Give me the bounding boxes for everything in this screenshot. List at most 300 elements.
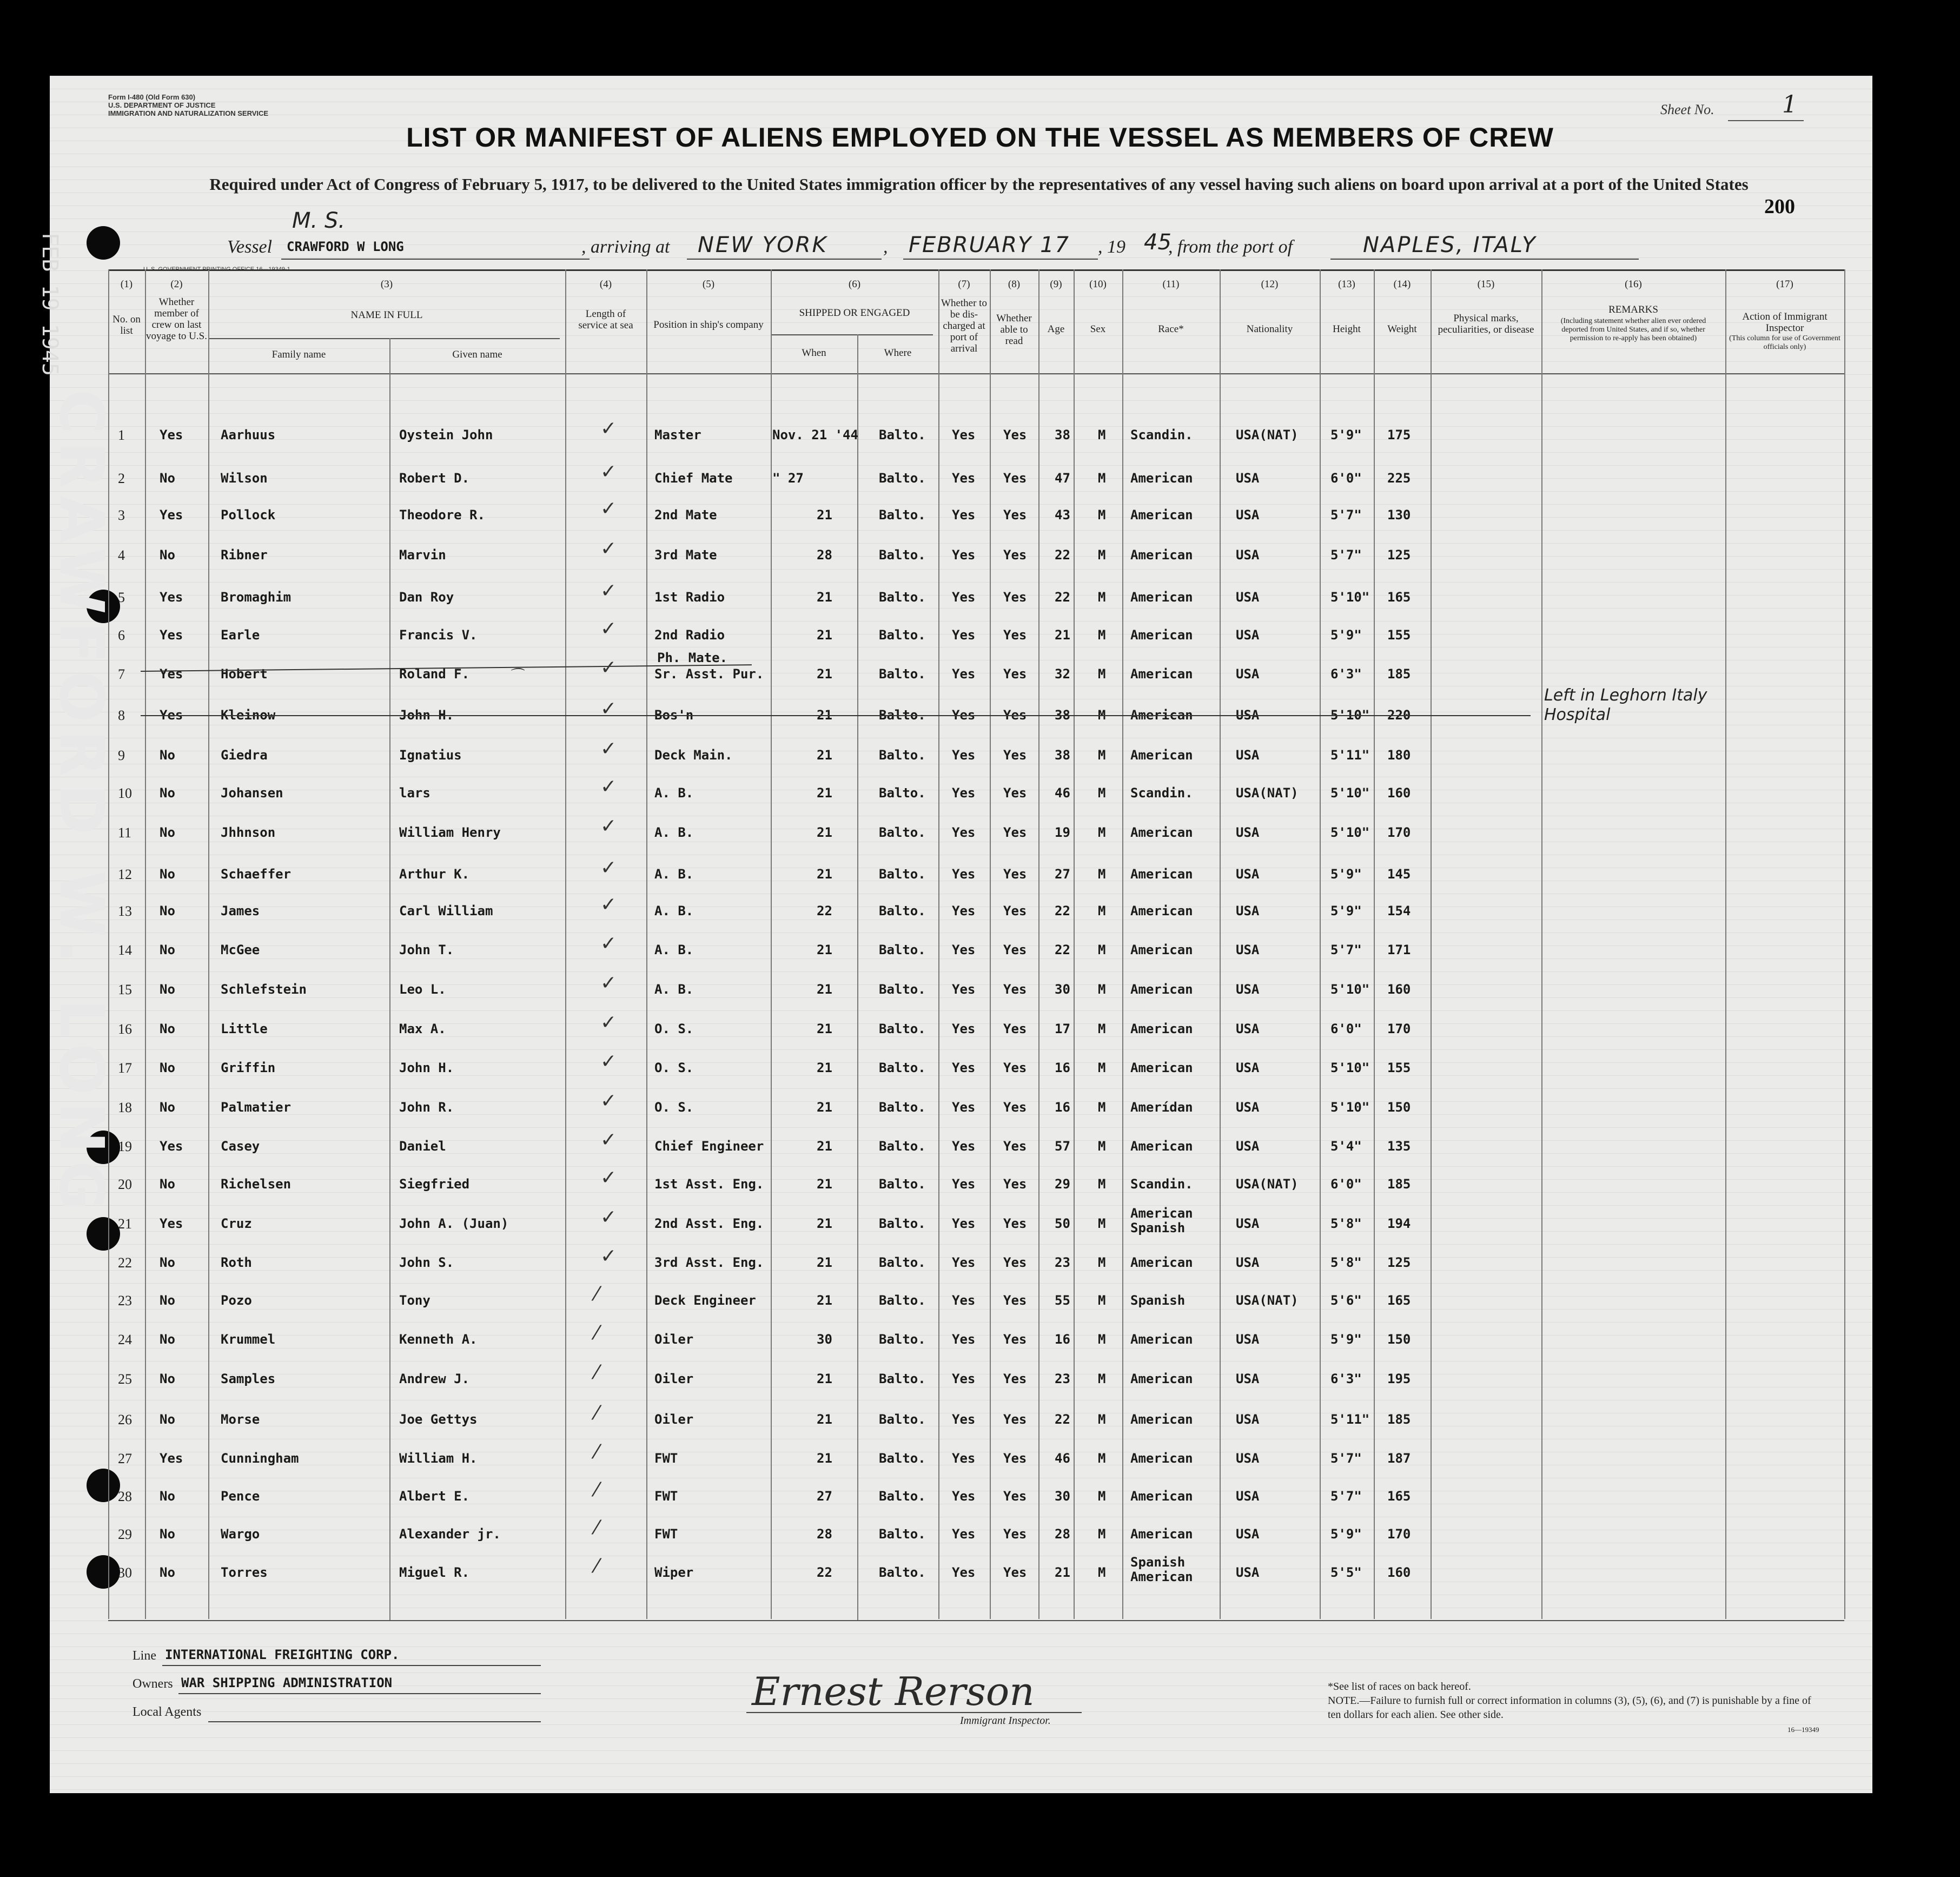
height-cell: 5'10" bbox=[1330, 982, 1370, 997]
weight-cell: 150 bbox=[1387, 1100, 1411, 1115]
owners-underline bbox=[178, 1693, 541, 1694]
race-cell: American bbox=[1130, 982, 1193, 997]
shipped-when-cell: 22 bbox=[817, 903, 832, 918]
able-to-read-cell: Yes bbox=[1003, 427, 1027, 442]
shipped-where-cell: Balto. bbox=[879, 903, 926, 918]
able-to-read-cell: Yes bbox=[1003, 867, 1027, 882]
age-cell: 22 bbox=[1055, 903, 1070, 918]
remark-handwritten: Left in Leghorn Italy Hospital bbox=[1544, 686, 1707, 724]
crew-last-voyage-cell: No bbox=[160, 1412, 175, 1427]
crew-last-voyage-cell: No bbox=[160, 1371, 175, 1386]
height-cell: 5'7" bbox=[1330, 1489, 1362, 1504]
header-service-length: Length of service at sea bbox=[578, 308, 633, 331]
able-to-read-cell: Yes bbox=[1003, 1412, 1027, 1427]
family-name-cell: Giedra bbox=[221, 748, 268, 763]
crew-last-voyage-cell: No bbox=[160, 1100, 175, 1115]
able-to-read-cell: Yes bbox=[1003, 1565, 1027, 1580]
race-cell: American bbox=[1130, 1139, 1193, 1154]
shipped-where-cell: Balto. bbox=[879, 942, 926, 957]
header-sex: Sex bbox=[1090, 323, 1106, 335]
weight-cell: 130 bbox=[1387, 507, 1411, 523]
given-name-cell: John S. bbox=[399, 1255, 454, 1270]
row-number: 17 bbox=[118, 1060, 132, 1076]
weight-cell: 180 bbox=[1387, 748, 1411, 763]
col-number: (10) bbox=[1089, 279, 1107, 290]
age-cell: 50 bbox=[1055, 1216, 1070, 1231]
race-cell: Spanish bbox=[1130, 1293, 1186, 1308]
shipped-where-cell: Balto. bbox=[879, 708, 926, 723]
row-number: 25 bbox=[118, 1371, 132, 1387]
crew-last-voyage-cell: No bbox=[160, 1060, 175, 1075]
age-cell: 21 bbox=[1055, 627, 1070, 643]
header-bottom-rule bbox=[108, 373, 1844, 374]
race-cell: American bbox=[1130, 1412, 1193, 1427]
age-cell: 29 bbox=[1055, 1177, 1070, 1192]
discharged-cell: Yes bbox=[952, 1332, 976, 1347]
header-inspector-sub: (This column for use of Government officials only) bbox=[1729, 334, 1840, 351]
shipped-where-cell: Balto. bbox=[879, 748, 926, 763]
position-cell: O. S. bbox=[654, 1060, 694, 1075]
position-cell: Master bbox=[654, 427, 701, 442]
sex-cell: M bbox=[1098, 1021, 1106, 1036]
col-number: (15) bbox=[1477, 279, 1495, 290]
able-to-read-cell: Yes bbox=[1003, 1489, 1027, 1504]
position-cell: O. S. bbox=[654, 1100, 694, 1115]
family-name-cell: Roth bbox=[221, 1255, 252, 1270]
shipped-where-cell: Balto. bbox=[879, 1255, 926, 1270]
given-name-cell: Francis V. bbox=[399, 627, 478, 643]
service-check-mark: ✓ bbox=[600, 857, 617, 879]
nationality-cell: USA bbox=[1236, 1489, 1260, 1504]
service-check-mark: ⁄ bbox=[595, 1362, 599, 1384]
service-check-mark: ⁄ bbox=[595, 1283, 599, 1305]
given-name-cell: William H. bbox=[399, 1451, 478, 1466]
given-name-cell: William Henry bbox=[399, 825, 501, 840]
family-name-cell: Bromaghim bbox=[221, 590, 292, 605]
race-cell: American bbox=[1130, 748, 1193, 763]
height-cell: 5'6" bbox=[1330, 1293, 1362, 1308]
column-rule bbox=[208, 269, 209, 1619]
weight-cell: 154 bbox=[1387, 903, 1411, 918]
service-check-mark: ✓ bbox=[600, 1245, 617, 1267]
age-cell: 22 bbox=[1055, 942, 1070, 957]
discharged-cell: Yes bbox=[952, 1021, 976, 1036]
service-check-mark: ✓ bbox=[600, 1129, 617, 1151]
position-extra-cell: Ph. Mate. bbox=[657, 650, 728, 665]
header-crew-last-voyage: Whether member of crew on last voyage to U.S. bbox=[146, 296, 207, 342]
inspector-label: Immigrant Inspector. bbox=[960, 1715, 1051, 1727]
given-name-cell: Daniel bbox=[399, 1139, 446, 1154]
col-number: (4) bbox=[599, 279, 612, 290]
shipped-when-cell: 21 bbox=[817, 1177, 832, 1192]
service-check-mark: ⁄ bbox=[595, 1517, 599, 1539]
able-to-read-cell: Yes bbox=[1003, 708, 1027, 723]
age-cell: 43 bbox=[1055, 507, 1070, 523]
sex-cell: M bbox=[1098, 1332, 1106, 1347]
race-cell: American bbox=[1130, 903, 1193, 918]
shipped-when-cell: 30 bbox=[817, 1332, 832, 1347]
race-cell: Scandin. bbox=[1130, 785, 1193, 801]
given-name-cell: John T. bbox=[399, 942, 454, 957]
printer-line: U. S. GOVERNMENT PRINTING OFFICE 16—19349-1 bbox=[143, 266, 290, 273]
given-name-cell: Alexander jr. bbox=[399, 1526, 501, 1542]
shipped-when-cell: 21 bbox=[817, 1100, 832, 1115]
given-name-cell: Andrew J. bbox=[399, 1371, 470, 1386]
able-to-read-cell: Yes bbox=[1003, 1255, 1027, 1270]
shipped-where-cell: Balto. bbox=[879, 1412, 926, 1427]
able-to-read-cell: Yes bbox=[1003, 785, 1027, 801]
given-name-cell: lars bbox=[399, 785, 431, 801]
column-rule bbox=[938, 269, 939, 1619]
position-cell: 2nd Mate bbox=[654, 507, 717, 523]
signature-underline bbox=[746, 1712, 1082, 1713]
service-check-mark: ✓ bbox=[600, 580, 617, 602]
able-to-read-cell: Yes bbox=[1003, 1371, 1027, 1386]
nationality-cell: USA(NAT) bbox=[1236, 1293, 1299, 1308]
discharged-cell: Yes bbox=[952, 982, 976, 997]
family-name-cell: Casey bbox=[221, 1139, 260, 1154]
shipped-when-cell: 28 bbox=[817, 547, 832, 563]
column-rule bbox=[1074, 269, 1075, 1619]
discharged-cell: Yes bbox=[952, 507, 976, 523]
age-cell: 21 bbox=[1055, 1565, 1070, 1580]
col-number: (14) bbox=[1393, 279, 1411, 290]
crew-last-voyage-cell: No bbox=[160, 1021, 175, 1036]
family-name-cell: Little bbox=[221, 1021, 268, 1036]
discharged-cell: Yes bbox=[952, 590, 976, 605]
family-name-cell: Griffin bbox=[221, 1060, 276, 1075]
row-number: 15 bbox=[118, 982, 132, 997]
position-cell: Chief Mate bbox=[654, 471, 733, 486]
position-cell: Chief Engineer bbox=[654, 1139, 764, 1154]
weight-cell: 125 bbox=[1387, 547, 1411, 563]
shipped-when-cell: " 27 bbox=[772, 471, 804, 486]
sex-cell: M bbox=[1098, 1371, 1106, 1386]
header-shipped-engaged: SHIPPED OR ENGAGED bbox=[799, 307, 910, 319]
column-rule bbox=[1725, 269, 1726, 1619]
column-rule bbox=[646, 269, 647, 1619]
service-check-mark: ✓ bbox=[600, 1050, 617, 1073]
race-cell: American bbox=[1130, 471, 1193, 486]
discharged-cell: Yes bbox=[952, 427, 976, 442]
shipped-where-cell: Balto. bbox=[879, 1060, 926, 1075]
header-weight: Weight bbox=[1387, 323, 1417, 335]
form-code: 16—19349 bbox=[1787, 1726, 1819, 1734]
weight-cell: 225 bbox=[1387, 471, 1411, 486]
line-label: Line bbox=[133, 1649, 156, 1663]
nationality-cell: USA bbox=[1236, 1332, 1260, 1347]
sex-cell: M bbox=[1098, 1526, 1106, 1542]
family-name-cell: Schlefstein bbox=[221, 982, 307, 997]
able-to-read-cell: Yes bbox=[1003, 1021, 1027, 1036]
position-cell: 1st Asst. Eng. bbox=[654, 1177, 764, 1192]
races-note: *See list of races on back hereof. bbox=[1328, 1681, 1471, 1693]
sex-cell: M bbox=[1098, 547, 1106, 563]
crew-last-voyage-cell: No bbox=[160, 1489, 175, 1504]
family-name-cell: Johansen bbox=[221, 785, 283, 801]
shipped-when-cell: 21 bbox=[817, 1451, 832, 1466]
age-cell: 16 bbox=[1055, 1100, 1070, 1115]
position-cell: Oiler bbox=[654, 1332, 694, 1347]
header-remarks: REMARKS bbox=[1608, 304, 1658, 315]
service-check-mark: ✓ bbox=[600, 1012, 617, 1034]
discharged-cell: Yes bbox=[952, 547, 976, 563]
height-cell: 5'10" bbox=[1330, 1100, 1370, 1115]
sex-cell: M bbox=[1098, 825, 1106, 840]
race-cell: Scandin. bbox=[1130, 427, 1193, 442]
age-cell: 23 bbox=[1055, 1255, 1070, 1270]
sex-cell: M bbox=[1098, 1060, 1106, 1075]
inspector-signature: Ernest Rerson bbox=[752, 1669, 1035, 1714]
row-number: 30 bbox=[118, 1565, 132, 1581]
able-to-read-cell: Yes bbox=[1003, 748, 1027, 763]
position-cell: Bos'n bbox=[654, 708, 694, 723]
service-check-mark: ✓ bbox=[600, 538, 617, 560]
service-check-mark: ✓ bbox=[600, 776, 617, 798]
weight-cell: 195 bbox=[1387, 1371, 1411, 1386]
sheet-number: 1 bbox=[1782, 91, 1797, 118]
position-cell: A. B. bbox=[654, 982, 694, 997]
row-number: 13 bbox=[118, 903, 132, 919]
row-number: 27 bbox=[118, 1451, 132, 1466]
service-check-mark: ✓ bbox=[600, 418, 617, 440]
penalty-note: NOTE.—Failure to furnish full or correct information in columns (3), (5), (6), and (7) is punishable by a fine of ten dollars for each alien. See other side. bbox=[1328, 1695, 1811, 1721]
age-cell: 38 bbox=[1055, 427, 1070, 442]
sex-cell: M bbox=[1098, 748, 1106, 763]
column-rule bbox=[1320, 269, 1321, 1619]
family-name-cell: Cruz bbox=[221, 1216, 252, 1231]
age-cell: 23 bbox=[1055, 1371, 1070, 1386]
race-cell: American bbox=[1130, 507, 1193, 523]
nationality-cell: USA(NAT) bbox=[1236, 785, 1299, 801]
col-number: (17) bbox=[1776, 279, 1793, 290]
weight-cell: 165 bbox=[1387, 1489, 1411, 1504]
row-number: 5 bbox=[118, 590, 125, 605]
age-cell: 38 bbox=[1055, 708, 1070, 723]
given-name-cell: Arthur K. bbox=[399, 867, 470, 882]
position-cell: 2nd Asst. Eng. bbox=[654, 1216, 764, 1231]
crew-last-voyage-cell: No bbox=[160, 785, 175, 801]
discharged-cell: Yes bbox=[952, 1371, 976, 1386]
nationality-cell: USA bbox=[1236, 903, 1260, 918]
position-cell: A. B. bbox=[654, 942, 694, 957]
height-cell: 5'9" bbox=[1330, 1332, 1362, 1347]
shipped-where-cell: Balto. bbox=[879, 1489, 926, 1504]
able-to-read-cell: Yes bbox=[1003, 1526, 1027, 1542]
height-cell: 5'7" bbox=[1330, 942, 1362, 957]
col-number: (8) bbox=[1008, 279, 1021, 290]
height-cell: 5'10" bbox=[1330, 825, 1370, 840]
race-cell: American bbox=[1130, 1371, 1193, 1386]
col-number: (1) bbox=[120, 279, 133, 290]
header-given-name: Given name bbox=[452, 349, 502, 360]
discharged-cell: Yes bbox=[952, 1255, 976, 1270]
position-cell: A. B. bbox=[654, 825, 694, 840]
weight-cell: 220 bbox=[1387, 708, 1411, 723]
discharged-cell: Yes bbox=[952, 903, 976, 918]
sex-cell: M bbox=[1098, 1255, 1106, 1270]
row-number: 8 bbox=[118, 708, 125, 723]
shipped-when-cell: 21 bbox=[817, 748, 832, 763]
sex-cell: M bbox=[1098, 903, 1106, 918]
position-cell: A. B. bbox=[654, 903, 694, 918]
age-cell: 30 bbox=[1055, 1489, 1070, 1504]
year-label: , 19 bbox=[1098, 237, 1125, 257]
arrival-year: 45 bbox=[1144, 230, 1171, 255]
position-cell: Deck Engineer bbox=[654, 1293, 756, 1308]
row-number: 10 bbox=[118, 785, 132, 801]
shipped-where-cell: Balto. bbox=[879, 1371, 926, 1386]
discharged-cell: Yes bbox=[952, 708, 976, 723]
shipped-when-cell: 21 bbox=[817, 666, 832, 682]
height-cell: 5'11" bbox=[1330, 1412, 1370, 1427]
discharged-cell: Yes bbox=[952, 666, 976, 682]
crew-last-voyage-cell: No bbox=[160, 825, 175, 840]
height-cell: 5'8" bbox=[1330, 1216, 1362, 1231]
given-name-cell: John R. bbox=[399, 1100, 454, 1115]
crew-last-voyage-cell: No bbox=[160, 1565, 175, 1580]
crew-last-voyage-cell: No bbox=[160, 903, 175, 918]
service-check-mark: ⁄ bbox=[595, 1555, 599, 1577]
race-cell: American bbox=[1130, 1332, 1193, 1347]
given-name-cell: Robert D. bbox=[399, 471, 470, 486]
age-cell: 28 bbox=[1055, 1526, 1070, 1542]
height-cell: 6'0" bbox=[1330, 1021, 1362, 1036]
position-cell: Deck Main. bbox=[654, 748, 733, 763]
race-cell: American bbox=[1130, 1489, 1193, 1504]
strike-line-row-8 bbox=[141, 715, 1531, 716]
header-name-in-full: NAME IN FULL bbox=[350, 309, 423, 321]
from-port-label: , from the port of bbox=[1168, 237, 1293, 257]
family-name-cell: Samples bbox=[221, 1371, 276, 1386]
discharged-cell: Yes bbox=[952, 867, 976, 882]
given-name-cell: Carl William bbox=[399, 903, 493, 918]
shipped-when-cell: 21 bbox=[817, 825, 832, 840]
header-age: Age bbox=[1047, 323, 1065, 335]
header-remarks-sub: (Including statement whether alien ever ordered deported from United States, and if so, whether permission to re-apply has been obtained) bbox=[1560, 317, 1706, 342]
height-cell: 5'10" bbox=[1330, 785, 1370, 801]
sex-cell: M bbox=[1098, 666, 1106, 682]
shipped-when-cell: 21 bbox=[817, 1293, 832, 1308]
row-number: 24 bbox=[118, 1332, 132, 1347]
given-name-cell: John A. (Juan) bbox=[399, 1216, 509, 1231]
discharged-cell: Yes bbox=[952, 1293, 976, 1308]
shipped-where-cell: Balto. bbox=[879, 1526, 926, 1542]
height-cell: 5'10" bbox=[1330, 590, 1370, 605]
race-cell: American bbox=[1130, 1021, 1193, 1036]
shipped-where-cell: Balto. bbox=[879, 1177, 926, 1192]
crew-last-voyage-cell: Yes bbox=[160, 666, 183, 682]
owners: WAR SHIPPING ADMINISTRATION bbox=[181, 1675, 393, 1690]
column-rule bbox=[1541, 269, 1542, 1619]
sex-cell: M bbox=[1098, 1177, 1106, 1192]
col-number: (16) bbox=[1625, 279, 1642, 290]
header-where: Where bbox=[884, 347, 912, 359]
from-port-underline bbox=[1330, 259, 1639, 260]
age-cell: 27 bbox=[1055, 867, 1070, 882]
header-position: Position in ship's company bbox=[653, 319, 764, 331]
race-cell: American bbox=[1130, 942, 1193, 957]
header-discharged: Whether to be dis-charged at port of arrival bbox=[941, 298, 987, 354]
header-no-on-list: No. on list bbox=[112, 314, 141, 336]
family-name-cell: James bbox=[221, 903, 260, 918]
row-number: 2 bbox=[118, 471, 125, 486]
able-to-read-cell: Yes bbox=[1003, 1332, 1027, 1347]
crew-last-voyage-cell: No bbox=[160, 1293, 175, 1308]
shipped-when-cell: 21 bbox=[817, 507, 832, 523]
race-cell: American bbox=[1130, 1255, 1193, 1270]
document-title: LIST OR MANIFEST OF ALIENS EMPLOYED ON THE VESSEL AS MEMBERS OF CREW bbox=[406, 122, 1554, 153]
height-cell: 5'9" bbox=[1330, 867, 1362, 882]
arrival-port: NEW YORK bbox=[698, 233, 828, 257]
given-name-cell: Joe Gettys bbox=[399, 1412, 478, 1427]
header-height: Height bbox=[1333, 323, 1361, 335]
shipped-where-cell: Balto. bbox=[879, 1139, 926, 1154]
able-to-read-cell: Yes bbox=[1003, 903, 1027, 918]
service-check-mark: ⁄ bbox=[595, 1441, 599, 1463]
position-cell: 3rd Asst. Eng. bbox=[654, 1255, 764, 1270]
shipped-when-cell: 21 bbox=[817, 1060, 832, 1075]
shipped-when-cell: 21 bbox=[817, 1371, 832, 1386]
service-check-mark: ✓ bbox=[600, 933, 617, 955]
height-cell: 5'7" bbox=[1330, 507, 1362, 523]
given-name-cell: Miguel R. bbox=[399, 1565, 470, 1580]
col-number: (5) bbox=[702, 279, 715, 290]
given-name-cell: Oystein John bbox=[399, 427, 493, 442]
column-rule bbox=[389, 338, 390, 1620]
weight-cell: 185 bbox=[1387, 1412, 1411, 1427]
nationality-cell: USA bbox=[1236, 547, 1260, 563]
nationality-cell: USA bbox=[1236, 1371, 1260, 1386]
able-to-read-cell: Yes bbox=[1003, 507, 1027, 523]
shipped-when-cell: 21 bbox=[817, 1255, 832, 1270]
shipped-when-cell: 21 bbox=[817, 1139, 832, 1154]
sex-cell: M bbox=[1098, 590, 1106, 605]
local-agents-underline bbox=[208, 1721, 541, 1722]
discharged-cell: Yes bbox=[952, 825, 976, 840]
column-rule bbox=[857, 334, 858, 1620]
weight-cell: 187 bbox=[1387, 1451, 1411, 1466]
column-rule bbox=[1220, 269, 1221, 1619]
sheet-line bbox=[1728, 120, 1804, 121]
shipped-where-cell: Balto. bbox=[879, 1332, 926, 1347]
given-name-cell: Dan Roy bbox=[399, 590, 454, 605]
nationality-cell: USA bbox=[1236, 867, 1260, 882]
departure-port: NAPLES, ITALY bbox=[1363, 233, 1537, 257]
position-cell: Oiler bbox=[654, 1371, 694, 1386]
weight-cell: 170 bbox=[1387, 1526, 1411, 1542]
row-number: 11 bbox=[118, 825, 132, 841]
shipped-where-cell: Balto. bbox=[879, 825, 926, 840]
weight-cell: 165 bbox=[1387, 590, 1411, 605]
shipped-when-cell: 21 bbox=[817, 785, 832, 801]
shipped-where-cell: Balto. bbox=[879, 1451, 926, 1466]
service-check-mark: ✓ bbox=[600, 498, 617, 520]
weight-cell: 170 bbox=[1387, 825, 1411, 840]
row-7-annotation: ⌒ bbox=[508, 667, 523, 684]
age-cell: 16 bbox=[1055, 1332, 1070, 1347]
nationality-cell: USA bbox=[1236, 471, 1260, 486]
nationality-cell: USA bbox=[1236, 1139, 1260, 1154]
crew-last-voyage-cell: Yes bbox=[160, 590, 183, 605]
shipped-when-cell: 21 bbox=[817, 708, 832, 723]
crew-last-voyage-cell: Yes bbox=[160, 507, 183, 523]
shipped-where-cell: Balto. bbox=[879, 590, 926, 605]
row-number: 23 bbox=[118, 1293, 132, 1308]
given-name-cell: Roland F. bbox=[399, 666, 470, 682]
weight-cell: 150 bbox=[1387, 1332, 1411, 1347]
height-cell: 6'3" bbox=[1330, 666, 1362, 682]
